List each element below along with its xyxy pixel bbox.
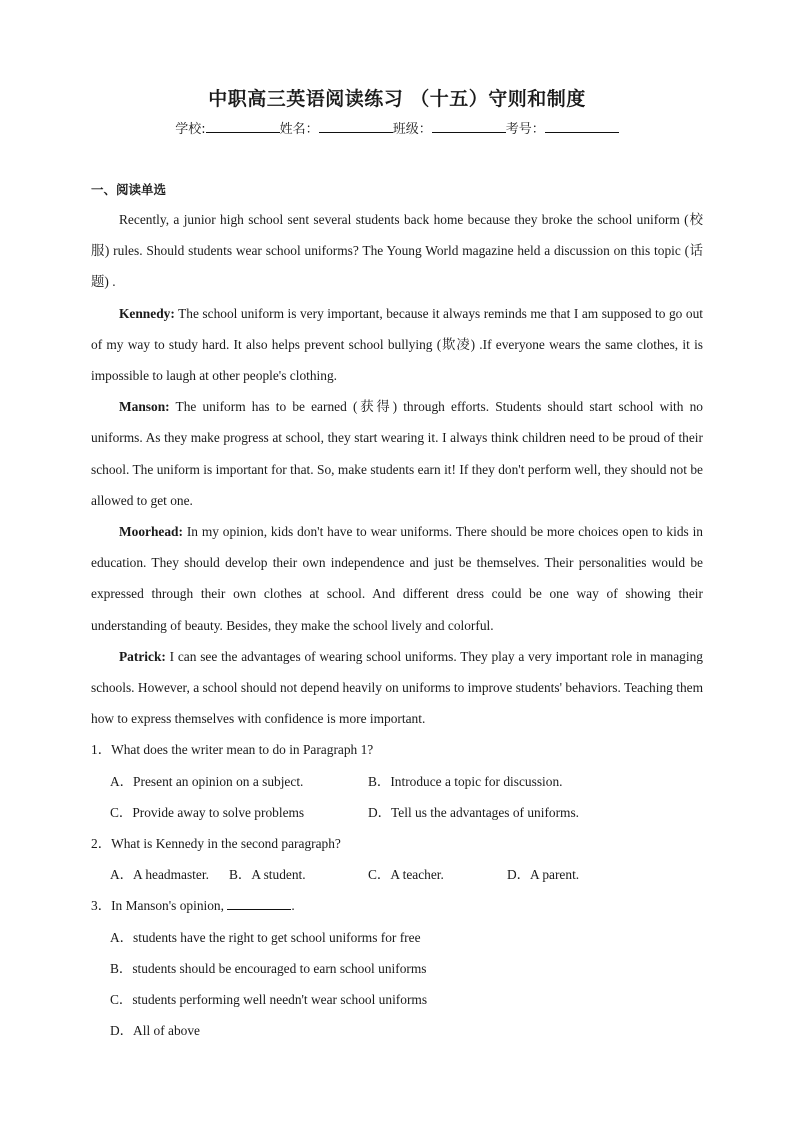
speaker-text: I can see the advantages of wearing school uniforms. They play a very important role in managing schools. However, a school should not depend heavily on uniforms to improve students' behaviors. Teaching them how to express themselves with confidence is more important. <box>91 648 703 727</box>
section-heading: 一、阅读单选 <box>91 182 167 197</box>
question-3-stem <box>91 890 703 921</box>
question-3-option-a-row <box>91 922 703 953</box>
question-1-stem: 1．What does the writer mean to do in Paragraph 1? <box>91 742 374 758</box>
question-3-option-d-row <box>91 1015 703 1046</box>
option-d[interactable]: D．Tell us the advantages of uniforms. <box>368 804 580 820</box>
speaker-text: The uniform has to be earned (获得) through efforts. Students should start school with no uniforms. As they make progress at school, they start wearing it. I always think children need to be proud of their school. The uniform is important for that. So, make students earn it! If they don't perform well, they should not be allowed to get one. <box>91 399 703 508</box>
option-c[interactable]: C．A teacher. <box>368 867 444 883</box>
name-blank[interactable] <box>319 119 393 133</box>
page-title: 中职高三英语阅读练习 （十五）守则和制度 <box>208 88 586 110</box>
speaker-text: The school uniform is very important, because it always reminds me that I am supposed to go out of my way to study hard. It also helps prevent school bullying (欺凌) .If everyone wears the same clothes, it is impossible to laugh at other people's clothing. <box>91 305 703 384</box>
question-1-options-row-1 <box>91 766 703 797</box>
question-3-option-c-row <box>91 984 703 1015</box>
exam-no-label: 考号： <box>505 122 545 137</box>
option-a[interactable]: A．Present an opinion on a subject. <box>110 773 304 789</box>
option-c[interactable]: C．Provide away to solve problems <box>110 804 305 820</box>
option-d[interactable]: D．A parent. <box>507 867 580 883</box>
class-label: 班级： <box>392 122 432 137</box>
intro-paragraph: Recently, a junior high school sent several students back home because they broke the school uniform (校服) rules. Should students wear school uniforms? The Young World magazine held a discussion on this topic (话题) . <box>91 212 703 290</box>
question-3-option-b-row <box>91 953 703 984</box>
option-b[interactable]: B．Introduce a topic for discussion. <box>368 773 563 789</box>
class-blank[interactable] <box>432 119 506 133</box>
question-2-stem: 2．What is Kennedy in the second paragraph? <box>91 836 341 852</box>
school-label: 学校: <box>175 122 206 137</box>
speaker-name: Manson: <box>119 399 170 415</box>
option-b[interactable]: B．students should be encouraged to earn school uniforms <box>110 960 427 976</box>
school-blank[interactable] <box>206 119 280 133</box>
option-b[interactable]: B．A student. <box>229 867 306 883</box>
speaker-name: Kennedy: <box>119 305 175 321</box>
speaker-name: Patrick: <box>119 648 166 664</box>
student-info-line <box>0 118 794 137</box>
name-label: 姓名： <box>279 122 319 137</box>
option-a[interactable]: A．students have the right to get school uniforms for free <box>110 929 421 945</box>
patrick-paragraph <box>91 641 703 735</box>
option-a[interactable]: A．A headmaster. <box>110 867 209 883</box>
manson-paragraph <box>91 391 703 516</box>
question-3-stem-prefix: 3．In Manson's opinion, <box>91 898 224 914</box>
answer-blank[interactable] <box>227 897 291 910</box>
reading-passage <box>91 204 703 1046</box>
speaker-name: Moorhead: <box>119 524 183 540</box>
question-3-stem-suffix: . <box>291 898 295 914</box>
question-1-options-row-2 <box>91 797 703 828</box>
question-2-options <box>91 859 703 890</box>
option-d[interactable]: D．All of above <box>110 1023 200 1039</box>
kennedy-paragraph <box>91 298 703 392</box>
option-c[interactable]: C．students performing well needn't wear school uniforms <box>110 992 428 1008</box>
exam-no-blank[interactable] <box>545 119 619 133</box>
moorhead-paragraph <box>91 516 703 641</box>
speaker-text: In my opinion, kids don't have to wear uniforms. There should be more choices open to kids in education. They should develop their own independence and just be themselves. Their personalities would be expressed through their own clothes at school. And different dress could be one way of showing their understanding of beauty. Besides, they make the school lively and colorful. <box>91 524 703 633</box>
